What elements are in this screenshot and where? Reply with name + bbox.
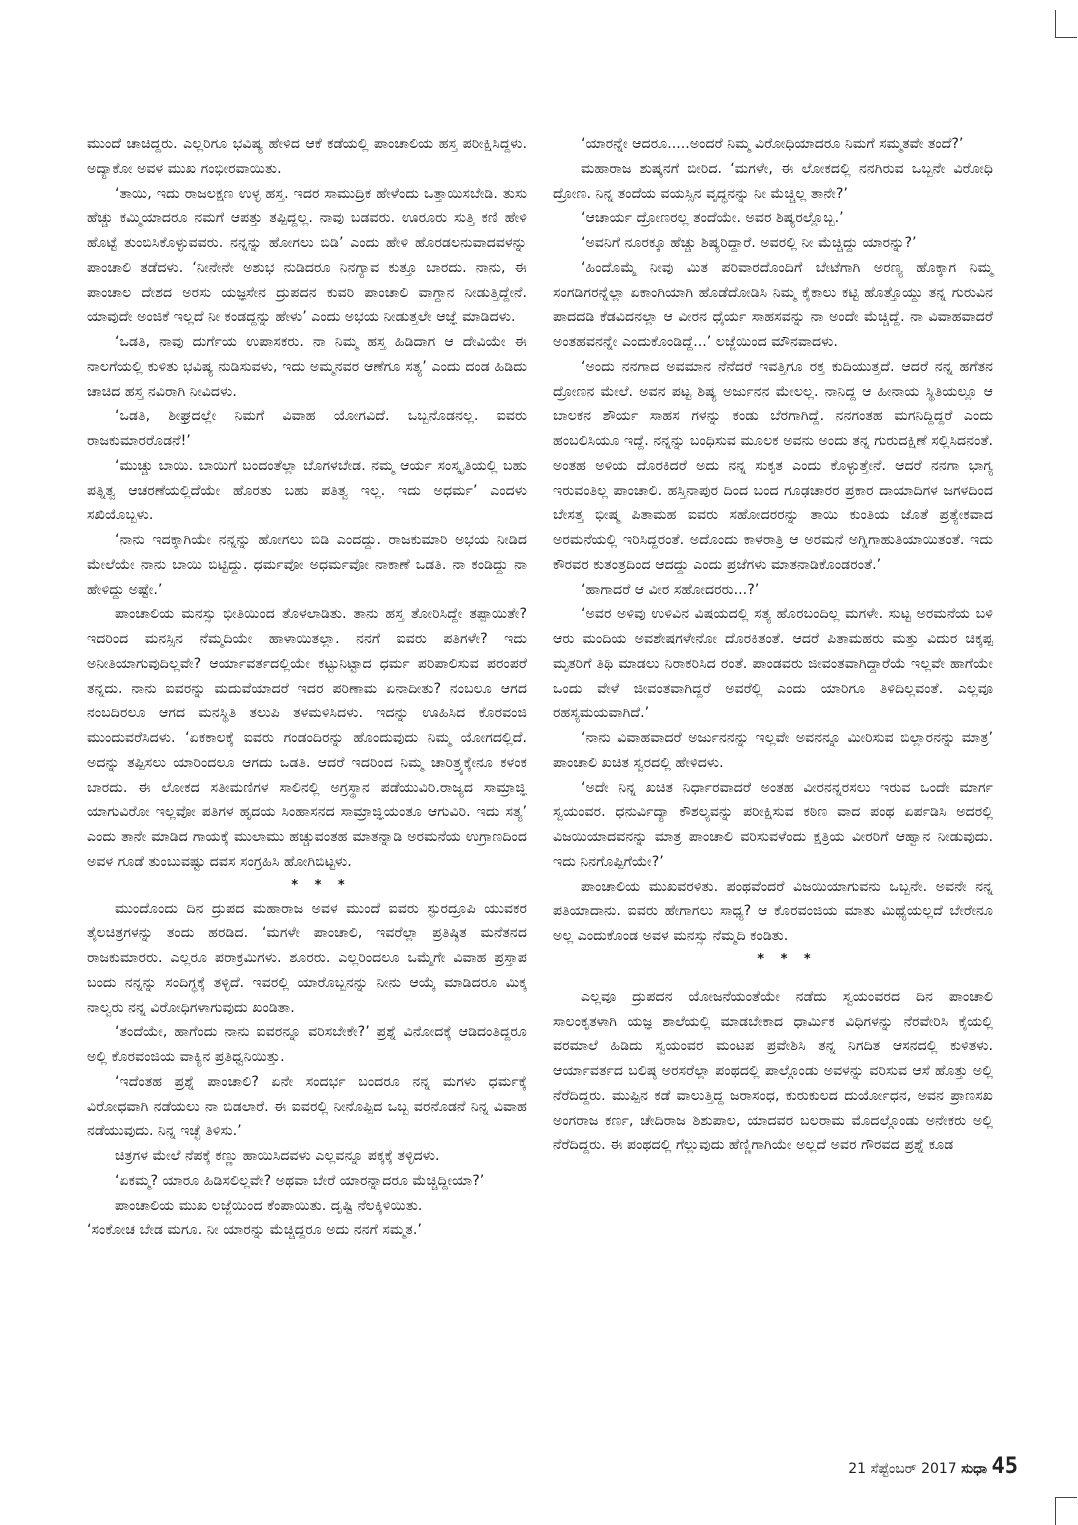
paragraph: ‘ಅದೇ ನಿನ್ನ ಖಚಿತ ನಿರ್ಧಾರವಾದರೆ ಅಂತಹ ವೀರನನ್ನರಸಲು ಇರುವ ಒಂದೇ ಮಾರ್ಗ ಸ್ವಯಂವರ. ಧನುರ್ವಿದ್ಯಾ ಕೌಶಲ್ಯವನ್ನು ಪರೀಕ್ಷಿಸುವ ಕಠಿಣ ವಾದ ಪಂಥ ಏರ್ಪಡಿಸಿ ಅದರಲ್ಲಿ ವಿಜಯಿಯಾದವನನ್ನು ಮಾತ್ರ ಪಾಂಚಾಲಿ ವರಿಸುವಳೆಂದು ಕ್ಷತ್ರಿಯ ವೀರರಿಗೆ ಆಹ್ವಾನ ನೀಡುವುದು. ಇದು ನಿನಗೊಪ್ಪಿಗೆಯೇ?’ bbox=[553, 779, 993, 870]
paragraph: ‘ಅವನಿಗೆ ನೂರಕ್ಕೂ ಹೆಚ್ಚು ಶಿಷ್ಯರಿದ್ದಾರೆ. ಅವರಲ್ಲಿ ನೀ ಮೆಚ್ಚಿದ್ದು ಯಾರನ್ನು?’ bbox=[581, 235, 917, 251]
paragraph: ‘ಇದೆಂತಹ ಪ್ರಶ್ನೆ ಪಾಂಚಾಲಿ? ಏನೇ ಸಂದರ್ಭ ಬಂದರೂ ನನ್ನ ಮಗಳು ಧರ್ಮಕ್ಕೆ ವಿರೋಧವಾಗಿ ನಡೆಯಲು ನಾ ಬಿಡಲಾರೆ. ಈ ಐವರಲ್ಲಿ ನೀನೊಪ್ಪಿದ ಒಬ್ಬ ವರನೊಡನೆ ನಿನ್ನ ವಿವಾಹ ನಡೆಯುವುದು. ನಿನ್ನ ಇಚ್ಛೆ ತಿಳಿಸು.’ bbox=[87, 1073, 527, 1140]
paragraph: ಪಾಂಚಾಲಿಯ ಮುಖವರಳಿತು. ಪಂಥವೆಂದರೆ ವಿಜಯಿಯಾಗುವನು ಒಬ್ಬನೇ. ಅವನೇ ನನ್ನ ಪತಿಯಾದಾನು. ಐವರು ಹೇಗಾಗಲು ಸಾಧ್ಯ? ಆ ಕೊರವಂಜಿಯ ಮಾತು ಮಿಥ್ಯೆಯಲ್ಲದೆ ಬೇರೇನೂ ಅಲ್ಲ ಎಂದುಕೊಂಡ ಅವಳ ಮನಸ್ಸು ನೆಮ್ಮದಿ ಕಂಡಿತು. bbox=[553, 878, 993, 944]
issue-date: 21 ಸೆಪ್ಟೆಂಬರ್ 2017 bbox=[848, 1461, 957, 1477]
crop-mark-bottom-right bbox=[1055, 1497, 1077, 1498]
left-column bbox=[87, 132, 527, 1243]
magazine-name: ಸುಧಾ bbox=[961, 1461, 988, 1477]
paragraph: ‘ಮುಚ್ಚು ಬಾಯಿ. ಬಾಯಿಗೆ ಬಂದಂತೆಲ್ಲಾ ಬೊಗಳಬೇಡ. ನಮ್ಮ ಆರ್ಯ ಸಂಸ್ಕೃತಿಯಲ್ಲಿ ಬಹು ಪತ್ನಿತ್ವ ಆಚರಣೆಯಲ್ಲಿದೆಯೇ ಹೊರತು ಬಹು ಪತಿತ್ವ ಇಲ್ಲ. ಇದು ಅಧರ್ಮ’ ಎಂದಳು ಸಖಿಯೊಬ್ಬಳು. bbox=[87, 457, 527, 524]
paragraph: ‘ತಂದೆಯೇ, ಹಾಗೆಂದು ನಾನು ಐವರನ್ನೂ ವರಿಸಬೇಕೇ?’ ಪ್ರಶ್ನೆ ವಿನೋದಕ್ಕೆ ಆಡಿದಂತಿದ್ದರೂ ಅಲ್ಲಿ ಕೊರವಂಜಿಯ ವಾಕ್ಯಿನ ಪ್ರತಿಧ್ವನಿಯಿತ್ತು. bbox=[87, 1024, 527, 1065]
page-number: 45 bbox=[991, 1454, 1018, 1479]
paragraph: ‘ತಾಯಿ, ಇದು ರಾಜಲಕ್ಷಣ ಉಳ್ಳ ಹಸ್ತ. ಇದರ ಸಾಮುದ್ರಿಕ ಹೇಳೆಂದು ಒತ್ತಾಯಿಸಬೇಡಿ. ತುಸು ಹೆಚ್ಚು ಕಮ್ಮಿಯಾದರೂ ನಮಗೆ ಆಪತ್ತು ತಪ್ಪಿದ್ದಲ್ಲ. ನಾವು ಬಡವರು. ಊರೂರು ಸುತ್ತಿ ಕಣಿ ಹೇಳಿ ಹೊಟ್ಟೆ ತುಂಬಿಸಿಕೊಳ್ಳುವವರು. ನನ್ನನ್ನು ಹೋಗಲು ಬಿಡಿ’ ಎಂದು ಹೇಳಿ ಹೊರಡಲನುವಾದವಳನ್ನು ಪಾಂಚಾಲಿ ತಡೆದಳು. ‘ನೀನೇನೇ ಅಶುಭ ನುಡಿದರೂ ನಿನಗ್ಯಾವ ಕುತ್ತೂ ಬಾರದು. ನಾನು, ಈ ಪಾಂಚಾಲ ದೇಶದ ಅರಸು ಯಜ್ಞಸೇನ ದ್ರುಪದನ ಕುವರಿ ಪಾಂಚಾಲಿ ವಾಗ್ದಾನ ನೀಡುತ್ತಿದ್ದೇನೆ. ಯಾವುದೇ ಅಂಜಿಕೆ ಇಲ್ಲದೆ ನೀ ಕಂಡದ್ದನ್ನು ಹೇಳು’ ಎಂದು ಅಭಯ ನೀಡುತ್ತಲೇ ಆಜ್ಞೆ ಮಾಡಿದಳು. bbox=[87, 185, 527, 326]
paragraph: ‘ಏಕಮ್ಮ? ಯಾರೂ ಹಿಡಿಸಲಿಲ್ಲವೇ? ಅಥವಾ ಬೇರೆ ಯಾರನ್ನಾದರೂ ಮೆಚ್ಚಿದ್ದೀಯಾ?’ bbox=[115, 1172, 485, 1189]
paragraph: ಪಾಂಚಾಲಿಯ ಮನಸ್ಸು ಭೀತಿಯಿಂದ ತೊಳಲಾಡಿತು. ತಾನು ಹಸ್ತ ತೋರಿಸಿದ್ದೇ ತಪ್ಪಾಯಿತೇ? ಇದರಿಂದ ಮನಸ್ಸಿನ ನೆಮ್ಮದಿಯೇ ಹಾಳಾಯಿತಲ್ಲಾ. ನನಗೆ ಐವರು ಪತಿಗಳೇ? ಇದು ಅನೀತಿಯಾಗುವುದಿಲ್ಲವೇ? ಆರ್ಯಾವರ್ತದಲ್ಲಿಯೇ ಕಟ್ಟುನಿಟ್ಟಾದ ಧರ್ಮ ಪರಿಪಾಲಿಸುವ ಪರಂಪರೆ ತನ್ನದು. ನಾನು ಐವರನ್ನು ಮದುವೆಯಾದರೆ ಇದರ ಪರಿಣಾಮ ಏನಾದೀತು? ನಂಬಲೂ ಆಗದ ನಂಬದಿರಲೂ ಆಗದ ಮನಸ್ಥಿತಿ ತಲುಪಿ ತಳಮಳಿಸಿದಳು. ಇದನ್ನು ಊಹಿಸಿದ ಕೊರವಂಜಿ ಮುಂದುವರೆಸಿದಳು. ‘ಏಕಕಾಲಕ್ಕೆ ಐವರು ಗಂಡಂದಿರನ್ನು ಹೊಂದುವುದು ನಿಮ್ಮ ಯೋಗದಲ್ಲಿದೆ. ಅದನ್ನು ತಪ್ಪಿಸಲು ಯಾರಿಂದಲೂ ಆಗದು ಒಡತಿ. ಆದರೆ ಇದರಿಂದ ನಿಮ್ಮ ಚಾರಿತ್ರ್ಯಕ್ಕೇನೂ ಕಳಂಕ ಬಾರದು. ಈ ಲೋಕದ ಸತೀಮಣಿಗಳ ಸಾಲಿನಲ್ಲಿ ಅಗ್ರಸ್ಥಾನ ಪಡೆಯುವಿರಿ.ರಾಜ್ಯದ ಸಾಮ್ರಾಜ್ಞಿ ಯಾಗುವಿರೋ ಇಲ್ಲವೋ ಪತಿಗಳ ಹೃದಯ ಸಿಂಹಾಸನದ ಸಾಮ್ರಾಜ್ಞಿಯಂತೂ ಆಗುವಿರಿ. ಇದು ಸತ್ಯ’ ಎಂದು ತಾನೇ ಮಾಡಿದ ಗಾಯಕ್ಕೆ ಮುಲಾಮು ಹಚ್ಚುವಂತಹ ಮಾತನ್ನಾಡಿ ಅರಮನೆಯ ಉಗ್ರಾಣದಿಂದ ಅವಳ ಗೂಡೆ ತುಂಬುವಷ್ಟು ದವಸ ಸಂಗ್ರಹಿಸಿ ಹೋಗಿಬಿಟ್ಟಳು. bbox=[87, 606, 527, 870]
paragraph: ಪಾಂಚಾಲಿಯ ಮುಖ ಲಜ್ಜೆಯಿಂದ ಕೆಂಪಾಯಿತು. ದೃಷ್ಟಿ ನೆಲಕ್ಕಿಳಿಯಿತು. bbox=[115, 1197, 423, 1214]
paragraph: ‘ನಾನು ಇದಕ್ಕಾಗಿಯೇ ನನ್ನನ್ನು ಹೋಗಲು ಬಿಡಿ ಎಂದದ್ದು. ರಾಜಕುಮಾರಿ ಅಭಯ ನೀಡಿದ ಮೇಲೆಯೇ ನಾನು ಬಾಯಿ ಬಿಟ್ಟಿದ್ದು. ಧರ್ಮವೋ ಅಧರ್ಮವೋ ನಾಕಾಣೆ ಒಡತಿ. ನಾ ಕಂಡಿದ್ದು ನಾ ಹೇಳಿದ್ದು ಅಷ್ಟೇ.’ bbox=[87, 532, 527, 598]
paragraph: ‘ನಾನು ವಿವಾಹವಾದರೆ ಅರ್ಜುನನನ್ನು ಇಲ್ಲವೇ ಅವನನ್ನೂ ಮೀರಿಸುವ ಬಿಲ್ಲಾರನನ್ನು ಮಾತ್ರ’ ಪಾಂಚಾಲಿ ಖಚಿತ ಸ್ವರದಲ್ಲಿ ಹೇಳಿದಳು. bbox=[553, 730, 993, 771]
paragraph: ಚಿತ್ರಗಳ ಮೇಲೆ ನೆಪಕ್ಕೆ ಕಣ್ಣು ಹಾಯಿಸಿದವಳು ಎಲ್ಲವನ್ನೂ ಪಕ್ಕಕ್ಕೆ ತಳ್ಳಿದಳು. bbox=[115, 1148, 440, 1164]
paragraph: ಮುಂದೊಂದು ದಿನ ದ್ರುಪದ ಮಹಾರಾಜ ಅವಳ ಮುಂದೆ ಐವರು ಸ್ಫುರದ್ರೂಪಿ ಯುವಕರ ತೈಲಚಿತ್ರಗಳನ್ನು ತಂದು ಹರಡಿದ. ‘ಮಗಳೇ ಪಾಂಚಾಲಿ, ಇವರೆಲ್ಲಾ ಪ್ರತಿಷ್ಠಿತ ಮನೆತನದ ರಾಜಕುಮಾರರು. ಎಲ್ಲರೂ ಪರಾಕ್ರಮಿಗಳು. ಶೂರರು. ಎಲ್ಲರಿಂದಲೂ ಒಮ್ಮೆಗೇ ವಿವಾಹ ಪ್ರಸ್ತಾಪ ಬಂದು ನನ್ನನ್ನು ಸಂದಿಗ್ಧಕ್ಕೆ ತಳ್ಳಿದೆ. ಇವರಲ್ಲಿ ಯಾರೊಬ್ಬನನ್ನು ನೀನು ಆಯ್ಕೆ ಮಾಡಿದರೂ ಮಿಕ್ಕ ನಾಲ್ವರು ನನ್ನ ವಿರೋಧಿಗಳಾಗುವುದು ಖಂಡಿತಾ. bbox=[87, 900, 527, 1016]
paragraph: ‘ಯಾರನ್ನೇ ಆದರೂ.....ಅಂದರೆ ನಿಮ್ಮ ವಿರೋಧಿಯಾದರೂ ನಿಮಗೆ ಸಮ್ಮತವೇ ತಂದೆ?’ bbox=[581, 136, 964, 152]
paragraph: ‘ಹಿಂದೊಮ್ಮೆ ನೀವು ಮಿತ ಪರಿವಾರದೊಂದಿಗೆ ಬೇಟೆಗಾಗಿ ಅರಣ್ಯ ಹೊಕ್ಕಾಗ ನಿಮ್ಮ ಸಂಗಡಿಗರನ್ನೆಲ್ಲಾ ಏಕಾಂಗಿಯಾಗಿ ಹೊಡೆದೋಡಿಸಿ ನಿಮ್ಮ ಕೈಕಾಲು ಕಟ್ಟಿ ಹೊತ್ತೊಯ್ದು ತನ್ನ ಗುರುವಿನ ಪಾದದಡಿ ಕೆಡವಿದನಲ್ಲಾ ಆ ವೀರನ ಧೈರ್ಯ ಸಾಹಸವನ್ನು ನಾ ಅಂದೇ ಮೆಚ್ಚಿದ್ದೆ. ನಾ ವಿವಾಹವಾದರೆ ಅಂತಹವನನ್ನೇ ಎಂದುಕೊಂಡಿದ್ದೆ...’ ಲಜ್ಜೆಯಿಂದ ಮೌನವಾದಳು. bbox=[553, 259, 993, 350]
spacer bbox=[553, 971, 993, 985]
paragraph: ಮಹಾರಾಜ ಶುಷ್ಕನಗೆ ಬೀರಿದ. ‘ಮಗಳೇ, ಈ ಲೋಕದಲ್ಲಿ ನನಗಿರುವ ಒಬ್ಬನೇ ವಿರೋಧಿ ದ್ರೋಣ. ನಿನ್ನ ತಂದೆಯ ವಯಸ್ಸಿನ ವೃದ್ಧನನ್ನು ನೀ ಮೆಚ್ಚಿಲ್ಲ ತಾನೇ?’ bbox=[553, 160, 993, 202]
paragraph: ‘ಸಂಕೋಚ ಬೇಡ ಮಗೂ. ನೀ ಯಾರನ್ನು ಮೆಚ್ಚಿದ್ದರೂ ಅದು ನನಗೆ ಸಮ್ಮತ.’ bbox=[87, 1222, 422, 1239]
paragraph: ಮುಂದೆ ಚಾಚಿದ್ದರು. ಎಲ್ಲರಿಗೂ ಭವಿಷ್ಯ ಹೇಳಿದ ಆಕೆ ಕಡೆಯಲ್ಲಿ ಪಾಂಚಾಲಿಯ ಹಸ್ತ ಪರೀಕ್ಷಿಸಿದ್ದಳು. ಅದ್ಯಾಕೋ ಅವಳ ಮುಖ ಗಂಭೀರವಾಯಿತು. bbox=[87, 136, 527, 177]
paragraph: ‘ಅಂದು ನನಗಾದ ಅವಮಾನ ನೆನೆದರೆ ಇವತ್ತಿಗೂ ರಕ್ತ ಕುದಿಯುತ್ತದೆ. ಆದರೆ ನನ್ನ ಹಗೆತನ ದ್ರೋಣನ ಮೇಲೆ. ಅವನ ಪಟ್ಟ ಶಿಷ್ಯ ಅರ್ಜುನನ ಮೇಲಲ್ಲ. ನಾನಿದ್ದ ಆ ಹೀನಾಯ ಸ್ಥಿತಿಯಲ್ಲೂ ಆ ಬಾಲಕನ ಶೌರ್ಯ ಸಾಹಸ ಗಳನ್ನು ಕಂಡು ಬೆರಗಾಗಿದ್ದೆ. ನನಗಂತಹ ಮಗನಿದ್ದಿದ್ದರೆ ಎಂದು ಹಂಬಲಿಸಿಯೂ ಇದ್ದೆ. ನನ್ನನ್ನು ಬಂಧಿಸುವ ಮೂಲಕ ಅವನು ಅಂದು ತನ್ನ ಗುರುದಕ್ಷಿಣೆ ಸಲ್ಲಿಸಿದನಂತೆ. ಅಂತಹ ಅಳಿಯ ದೊರಕಿದರೆ ಅದು ನನ್ನ ಸುಕೃತ ಎಂದು ಕೊಳ್ಳುತ್ತೇನೆ. ಆದರೆ ನನಗಾ ಭಾಗ್ಯ ಇರುವಂತಿಲ್ಲ ಪಾಂಚಾಲಿ. ಹಸ್ತಿನಾಪುರ ದಿಂದ ಬಂದ ಗೂಢಚಾರರ ಪ್ರಕಾರ ದಾಯಾದಿಗಳ ಜಗಳದಿಂದ ಬೇಸತ್ತ ಭೀಷ್ಮ ಪಿತಾಮಹ ಐವರು ಸಹೋದರರನ್ನು ತಾಯಿ ಕುಂತಿಯ ಜೊತೆ ಪ್ರತ್ಯೇಕವಾದ ಅರಮನೆಯಲ್ಲಿ ಇರಿಸಿದ್ದರಂತೆ. ಅದೊಂದು ಕಾಳರಾತ್ರಿ ಆ ಅರಮನೆ ಅಗ್ನಿಗಾಹುತಿಯಾಯಿತಂತೆ. ಇದು ಕೌರವರ ಕುತಂತ್ರದಿಂದ ಆದದ್ದು ಎಂದು ಪ್ರಜೆಗಳು ಮಾತನಾಡಿಕೊಂಡರಂತೆ.’ bbox=[553, 358, 993, 573]
crop-mark-top-right bbox=[1055, 10, 1056, 38]
section-divider: * * * bbox=[291, 877, 351, 893]
crop-mark-top-right bbox=[1055, 37, 1077, 38]
section-divider: * * * bbox=[757, 951, 817, 967]
paragraph: ‘ಹಾಗಾದರೆ ಆ ವೀರ ಸಹೋದರರು...?’ bbox=[581, 581, 760, 598]
paragraph: ‘ಅವರ ಅಳಿವು ಉಳಿವಿನ ವಿಷಯದಲ್ಲಿ ಸತ್ಯ ಹೊರಬಂದಿಲ್ಲ ಮಗಳೇ. ಸುಟ್ಟ ಅರಮನೆಯ ಬಳಿ ಆರು ಮಂದಿಯ ಅವಶೇಷಗಳೇನೋ ದೊರಕಿತಂತೆ. ಆದರೆ ಪಿತಾಮಹರು ಮತ್ತು ವಿದುರ ಚಿಕ್ಕಪ್ಪ ಮೃತರಿಗೆ ತಿಥಿ ಮಾಡಲು ನಿರಾಕರಿಸಿದ ರಂತೆ. ಪಾಂಡವರು ಜೀವಂತವಾಗಿದ್ದಾರೆಯೆ ಇಲ್ಲವೇ ಹಾಗೆಯೇ ಒಂದು ವೇಳೆ ಜೀವಂತವಾಗಿದ್ದರೆ ಅವರೆಲ್ಲಿ ಎಂದು ಯಾರಿಗೂ ತಿಳಿದಿಲ್ಲವಂತೆ. ಎಲ್ಲವೂ ರಹಸ್ಯಮಯವಾಗಿದೆ.’ bbox=[553, 606, 993, 722]
right-column bbox=[553, 132, 993, 1158]
paragraph: ‘ಒಡತಿ, ಶೀಘ್ರದಲ್ಲೇ ನಿಮಗೆ ವಿವಾಹ ಯೋಗವಿದೆ. ಒಬ್ಬನೊಡನಲ್ಲ. ಐವರು ರಾಜಕುಮಾರರೊಡನೆ!’ bbox=[87, 408, 527, 449]
paragraph: ‘ಆಚಾರ್ಯ ದ್ರೋಣರಲ್ಲ ತಂದೆಯೇ. ಅವರ ಶಿಷ್ಯರಲ್ಲೊಬ್ಬ.’ bbox=[581, 210, 844, 227]
page-footer bbox=[848, 1454, 1018, 1479]
paragraph: ಎಲ್ಲವೂ ದ್ರುಪದನ ಯೋಜನೆಯಂತೆಯೇ ನಡೆದು ಸ್ವಯಂವರದ ದಿನ ಪಾಂಚಾಲಿ ಸಾಲಂಕೃತಳಾಗಿ ಯಜ್ಞ ಶಾಲೆಯಲ್ಲಿ ಮಾಡಬೇಕಾದ ಧಾರ್ಮಿಕ ವಿಧಿಗಳನ್ನು ನೆರವೇರಿಸಿ ಕೈಯಲ್ಲಿ ವರಮಾಲೆ ಹಿಡಿದು ಸ್ವಯಂವರ ಮಂಟಪ ಪ್ರವೇಶಿಸಿ ತನ್ನ ನಿಗದಿತ ಆಸನದಲ್ಲಿ ಕುಳಿತಳು. ಆರ್ಯಾವರ್ತದ ಬಲಿಷ್ಠ ಅರಸರೆಲ್ಲಾ ಪಂಥದಲ್ಲಿ ಪಾಲ್ಗೊಂಡು ಅವಳನ್ನು ವರಿಸುವ ಆಸೆ ಹೊತ್ತು ಅಲ್ಲಿ ನೆರೆದಿದ್ದರು. ಮುಪ್ಪಿನ ಕಡೆ ವಾಲುತ್ತಿದ್ದ ಜರಾಸಂಧ, ಕುರುಕುಲದ ದುರ್ಯೋಧನ, ಅವನ ಪ್ರಾಣಸಖ ಅಂಗರಾಜ ಕರ್ಣ, ಚೇದಿರಾಜ ಶಿಶುಪಾಲ, ಯಾದವರ ಬಲರಾಮ ಮೊದಲ್ಗೊಂಡು ಅನೇಕರು ಅಲ್ಲಿ ನೆರೆದಿದ್ದರು. ಈ ಪಂಥದಲ್ಲಿ ಗೆಲ್ಲುವುದು ಹೆಣ್ಣಿಗಾಗಿಯೇ ಅಲ್ಲದೆ ಅವರ ಗೌರವದ ಪ್ರಶ್ನೆ ಕೂಡ bbox=[553, 988, 993, 1154]
crop-mark-bottom-right bbox=[1055, 1497, 1056, 1525]
paragraph: ‘ಒಡತಿ, ನಾವು ದುರ್ಗೆಯ ಉಪಾಸಕರು. ನಾ ನಿಮ್ಮ ಹಸ್ತ ಹಿಡಿದಾಗ ಆ ದೇವಿಯೇ ಈ ನಾಲಗೆಯಲ್ಲಿ ಕುಳಿತು ಭವಿಷ್ಯ ನುಡಿಸುವಳು, ಇದು ಅಮ್ಮನವರ ಆಣೆಗೂ ಸತ್ಯ’ ಎಂದು ದಂಡ ಹಿಡಿದು ಚಾಚಿದ ಹಸ್ತ ನವಿರಾಗಿ ನೀವಿದಳು. bbox=[87, 334, 527, 400]
